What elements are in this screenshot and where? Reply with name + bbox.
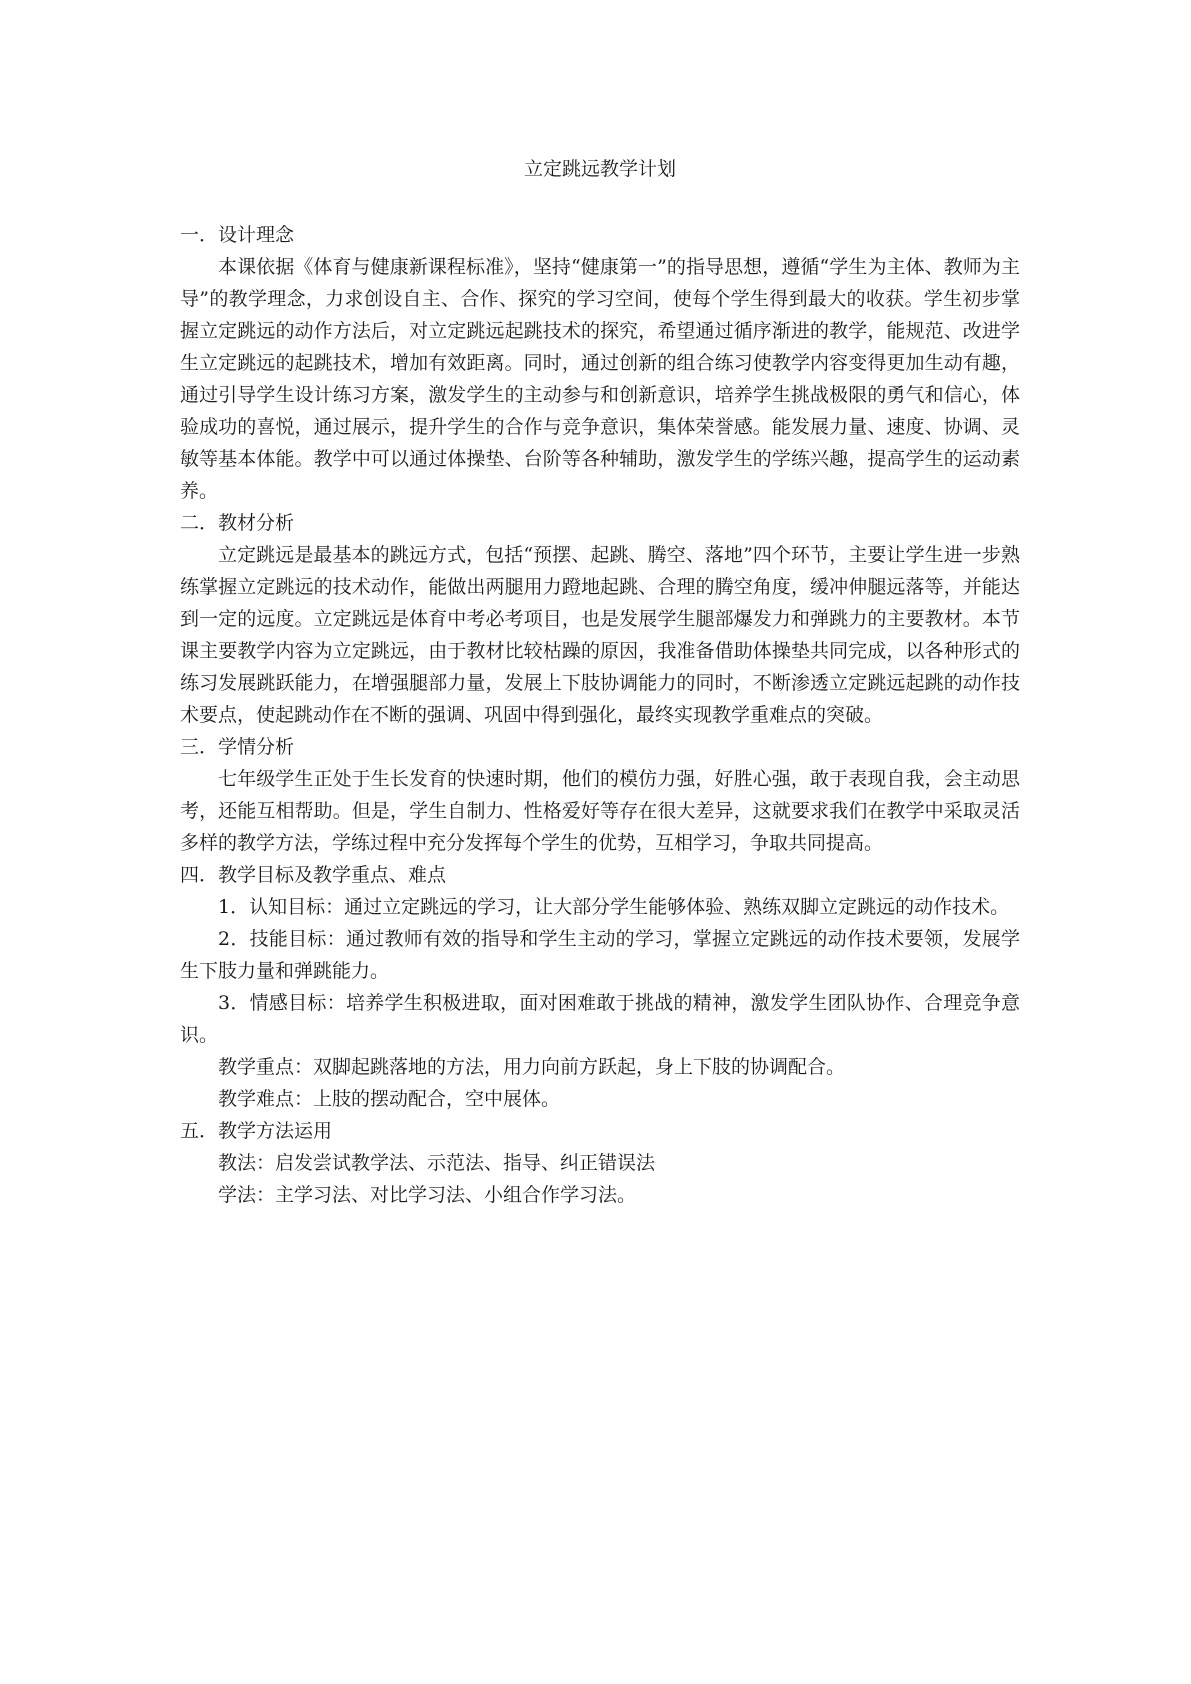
section-student-analysis	[180, 731, 1020, 859]
section-heading: 一．设计理念	[180, 224, 295, 246]
section-heading: 五．教学方法运用	[180, 1120, 333, 1142]
section-teaching-methods	[180, 1115, 1020, 1211]
learning-method: 学法：主学习法、对比学习法、小组合作学习法。	[218, 1184, 637, 1206]
document-page	[180, 155, 1020, 1211]
teaching-method: 教法：启发尝试教学法、示范法、指导、纠正错误法	[218, 1152, 656, 1174]
goal-skill: 2．技能目标：通过教师有效的指导和学生主动的学习，掌握立定跳远的动作技术要领，发展学生下肢力量和弹跳能力。	[180, 928, 1020, 982]
section-teaching-goals	[180, 859, 1020, 1115]
section-heading: 二．教材分析	[180, 512, 295, 534]
section-heading: 三．学情分析	[180, 736, 295, 758]
goal-emotional: 3．情感目标：培养学生积极进取，面对困难敢于挑战的精神，激发学生团队协作、合理竞争意识。	[180, 992, 1020, 1046]
teaching-key-point: 教学重点：双脚起跳落地的方法，用力向前方跃起，身上下肢的协调配合。	[218, 1056, 846, 1078]
section-paragraph: 立定跳远是最基本的跳远方式，包括“预摆、起跳、腾空、落地”四个环节，主要让学生进一步熟练掌握立定跳远的技术动作，能做出两腿用力蹬地起跳、合理的腾空角度，缓冲伸腿远落等，并能达到一定的远度。立定跳远是体育中考必考项目，也是发展学生腿部爆发力和弹跳力的主要教材。本节课主要教学内容为立定跳远，由于教材比较枯躁的原因，我准备借助体操垫共同完成，以各种形式的练习发展跳跃能力，在增强腿部力量，发展上下肢协调能力的同时，不断渗透立定跳远起跳的动作技术要点，使起跳动作在不断的强调、巩固中得到强化，最终实现教学重难点的突破。	[180, 544, 1020, 726]
document-title: 立定跳远教学计划	[523, 158, 676, 180]
section-material-analysis	[180, 507, 1020, 731]
section-heading: 四．教学目标及教学重点、难点	[180, 864, 447, 886]
section-design-concept	[180, 219, 1020, 507]
teaching-difficulty: 教学难点：上肢的摆动配合，空中展体。	[218, 1088, 561, 1110]
section-paragraph: 七年级学生正处于生长发育的快速时期，他们的模仿力强，好胜心强，敢于表现自我，会主动思考，还能互相帮助。但是，学生自制力、性格爱好等存在很大差异，这就要求我们在教学中采取灵活多样的教学方法，学练过程中充分发挥每个学生的优势，互相学习，争取共同提高。	[180, 768, 1020, 854]
goal-cognitive: 1．认知目标：通过立定跳远的学习，让大部分学生能够体验、熟练双脚立定跳远的动作技术。	[218, 896, 1010, 918]
section-paragraph: 本课依据《体育与健康新课程标准》，坚持“健康第一”的指导思想，遵循“学生为主体、教师为主导”的教学理念，力求创设自主、合作、探究的学习空间，使每个学生得到最大的收获。学生初步掌握立定跳远的动作方法后，对立定跳远起跳技术的探究，希望通过循序渐进的教学，能规范、改进学生立定跳远的起跳技术，增加有效距离。同时，通过创新的组合练习使教学内容变得更加生动有趣，通过引导学生设计练习方案，激发学生的主动参与和创新意识，培养学生挑战极限的勇气和信心，体验成功的喜悦，通过展示，提升学生的合作与竞争意识，集体荣誉感。能发展力量、速度、协调、灵敏等基本体能。教学中可以通过体操垫、台阶等各种辅助，激发学生的学练兴趣，提高学生的运动素养。	[180, 256, 1020, 502]
